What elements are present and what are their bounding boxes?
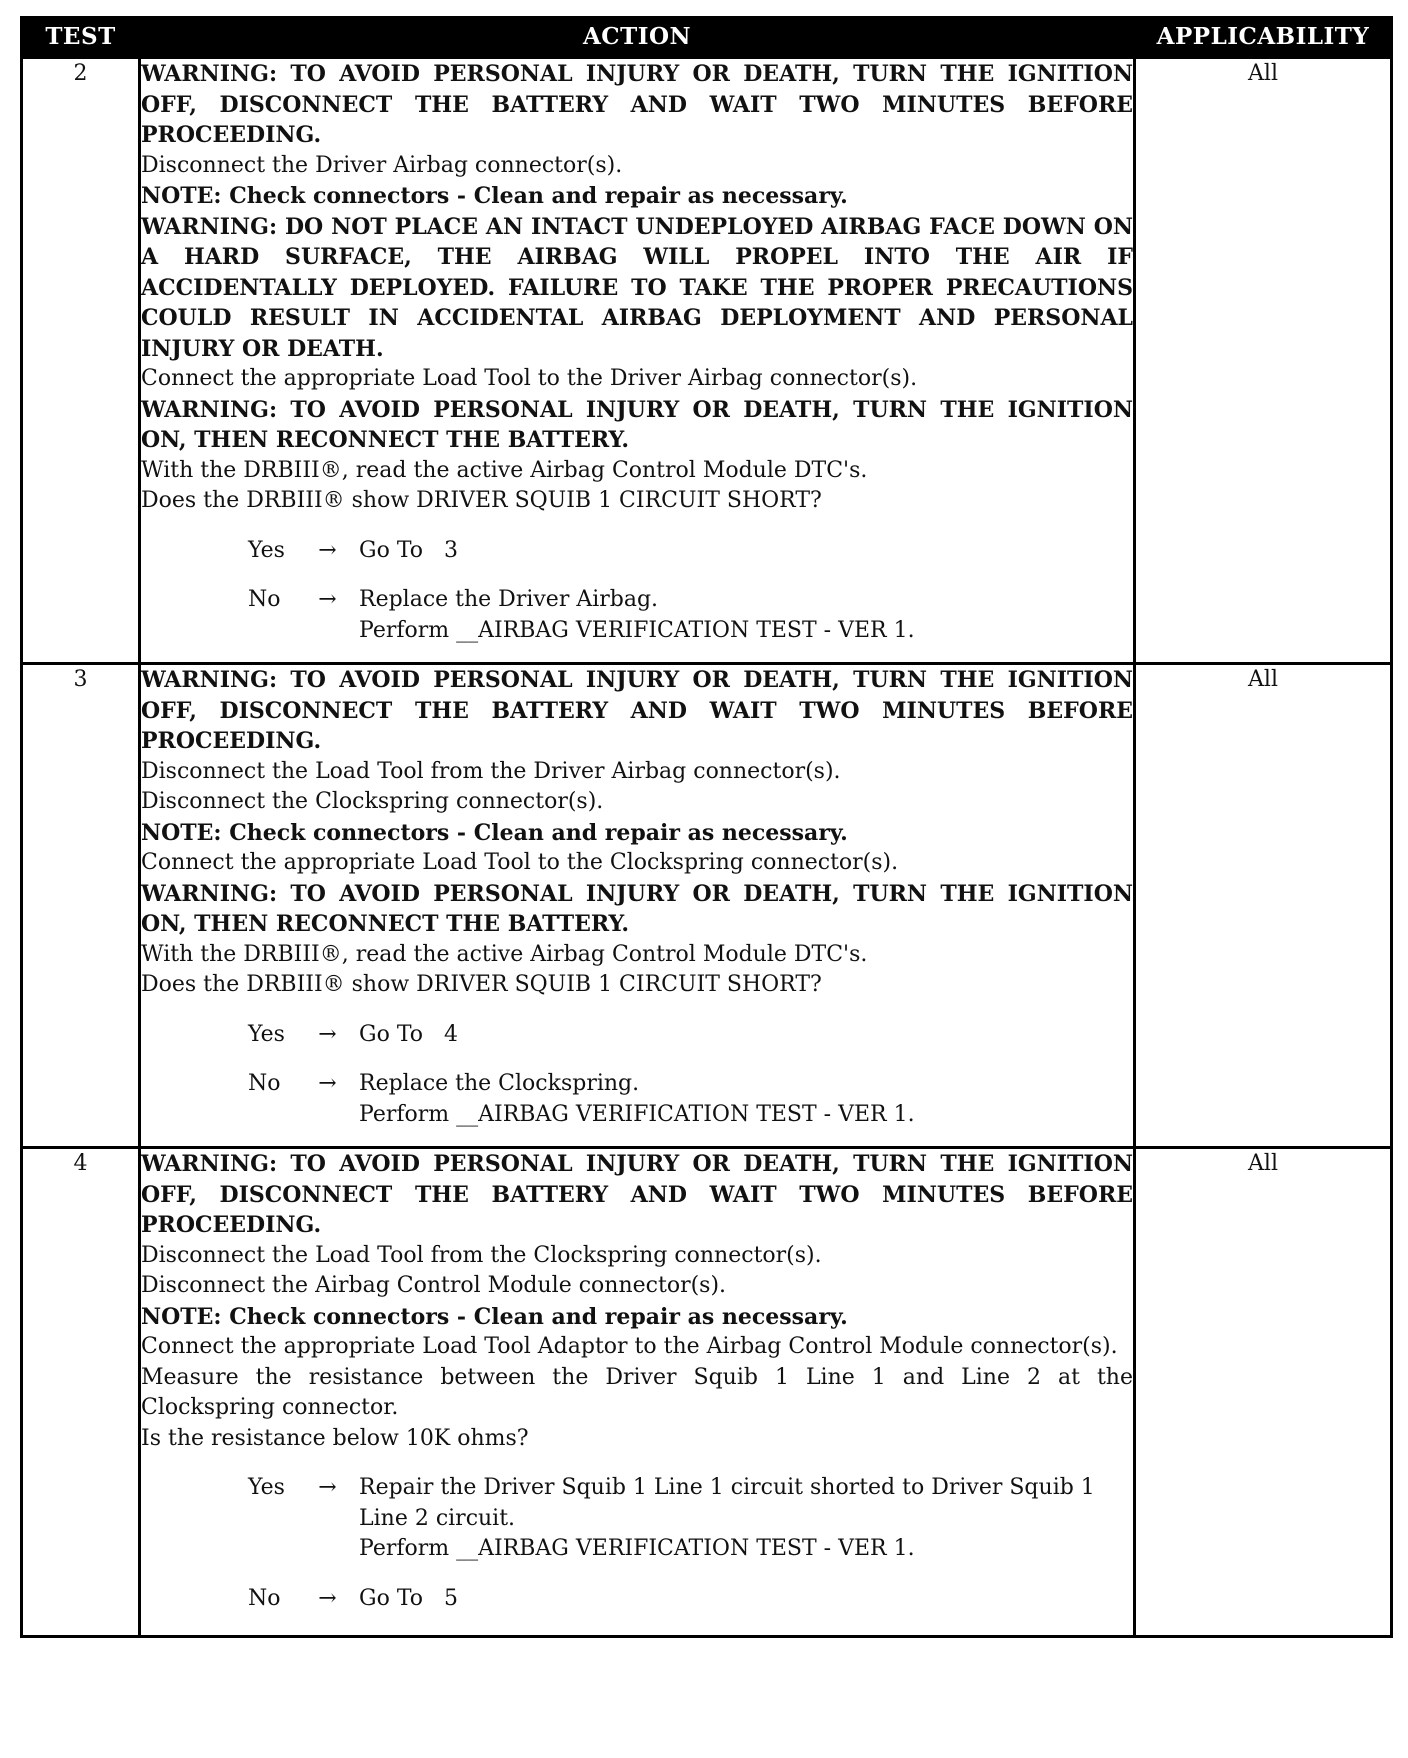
applicability-value: All [1135, 1148, 1392, 1637]
answer-instructions [359, 585, 1133, 646]
answer-instruction-line: Replace the Driver Airbag. [359, 587, 659, 612]
table-header-row [22, 18, 1392, 58]
column-header-test: TEST [22, 18, 140, 58]
answer-label: No [248, 1585, 281, 1611]
warning-text: WARNING: TO AVOID PERSONAL INJURY OR DEATH, TURN THE IGNITION OFF, DISCONNECT THE BATTERY AND WAIT TWO MINUTES BEFORE PROCEEDING. [141, 61, 1133, 148]
warning-text: WARNING: TO AVOID PERSONAL INJURY OR DEATH, TURN THE IGNITION OFF, DISCONNECT THE BATTERY AND WAIT TWO MINUTES BEFORE PROCEEDING. [141, 667, 1133, 754]
instruction-text: Does the DRBIII® show DRIVER SQUIB 1 CIRCUIT SHORT? [141, 488, 822, 513]
answer-label: No [248, 1071, 281, 1096]
instruction-text: Disconnect the Load Tool from the Driver Airbag connector(s). [141, 758, 841, 784]
instruction-text: With the DRBIII®, read the active Airbag Control Module DTC's. [141, 941, 868, 967]
note-text: NOTE: Check connectors - Clean and repair as necessary. [141, 819, 848, 846]
answer-instruction-line: Go To 5 [359, 1585, 458, 1611]
answer-no [141, 1069, 1133, 1130]
answer-instructions [359, 536, 1133, 567]
diagnostic-procedure-page [20, 16, 1390, 1638]
answer-no [141, 1584, 1133, 1615]
answer-yes [141, 536, 1133, 567]
warning-text: WARNING: TO AVOID PERSONAL INJURY OR DEATH, TURN THE IGNITION OFF, DISCONNECT THE BATTERY AND WAIT TWO MINUTES BEFORE PROCEEDING. [141, 1151, 1133, 1238]
answer-instructions [359, 1069, 1133, 1130]
right-arrow-icon: → [318, 537, 337, 563]
answer-no [141, 585, 1133, 646]
answer-label: Yes [248, 537, 285, 563]
answer-instruction-line: Go To 4 [359, 1021, 458, 1047]
answer-instructions [359, 1584, 1133, 1615]
warning-text: WARNING: DO NOT PLACE AN INTACT UNDEPLOYED AIRBAG FACE DOWN ON A HARD SURFACE, THE AIRBAG WILL PROPEL INTO THE AIR IF ACCIDENTALLY DEPLOYED. FAILURE TO TAKE THE PROPER PRECAUTIONS COULD RESULT IN ACCIDENTAL AIRBAG DEPLOYMENT AND PERSONAL INJURY OR DEATH. [141, 213, 1133, 362]
answer-label: No [248, 587, 281, 612]
answer-instruction-line: Go To 3 [359, 537, 458, 563]
table-row [22, 664, 1392, 1148]
instruction-text: Does the DRBIII® show DRIVER SQUIB 1 CIRCUIT SHORT? [141, 972, 822, 997]
table-row [22, 1148, 1392, 1637]
warning-text: WARNING: TO AVOID PERSONAL INJURY OR DEATH, TURN THE IGNITION ON, THEN RECONNECT THE BATTERY. [141, 880, 1133, 937]
instruction-text: Disconnect the Clockspring connector(s). [141, 789, 604, 814]
test-number: 3 [22, 664, 140, 1148]
instruction-text: Is the resistance below 10K ohms? [141, 1425, 529, 1451]
instruction-text: Measure the resistance between the Driver Squib 1 Line 1 and Line 2 at the Clockspring connector. [141, 1364, 1133, 1420]
action-cell [140, 1148, 1135, 1637]
answer-instruction-line: Perform __AIRBAG VERIFICATION TEST - VER 1. [359, 617, 915, 643]
action-cell [140, 58, 1135, 664]
answer-instructions [359, 1473, 1133, 1565]
warning-text: WARNING: TO AVOID PERSONAL INJURY OR DEATH, TURN THE IGNITION ON, THEN RECONNECT THE BATTERY. [141, 396, 1133, 453]
right-arrow-icon: → [318, 1071, 337, 1096]
right-arrow-icon: → [318, 1585, 337, 1611]
test-number: 4 [22, 1148, 140, 1637]
applicability-value: All [1135, 664, 1392, 1148]
test-number: 2 [22, 58, 140, 664]
answer-label: Yes [248, 1475, 285, 1500]
instruction-text: Connect the appropriate Load Tool to the Clockspring connector(s). [141, 850, 899, 875]
instruction-text: Disconnect the Driver Airbag connector(s). [141, 152, 623, 178]
column-header-applicability: APPLICABILITY [1135, 18, 1392, 58]
applicability-value: All [1135, 58, 1392, 664]
answer-instruction-line: Perform __AIRBAG VERIFICATION TEST - VER 1. [359, 1101, 915, 1127]
right-arrow-icon: → [318, 587, 337, 612]
note-text: NOTE: Check connectors - Clean and repair as necessary. [141, 1303, 848, 1330]
answer-label: Yes [248, 1021, 285, 1047]
instruction-text: With the DRBIII®, read the active Airbag Control Module DTC's. [141, 457, 868, 483]
table-row [22, 58, 1392, 664]
answer-instruction-line: Repair the Driver Squib 1 Line 1 circuit shorted to Driver Squib 1 Line 2 circuit. [359, 1475, 1102, 1531]
right-arrow-icon: → [318, 1475, 337, 1500]
instruction-text: Connect the appropriate Load Tool to the Driver Airbag connector(s). [141, 366, 918, 391]
answer-yes [141, 1020, 1133, 1051]
right-arrow-icon: → [318, 1021, 337, 1047]
column-header-action: ACTION [140, 18, 1135, 58]
diagnostic-test-table [20, 16, 1393, 1638]
instruction-text: Connect the appropriate Load Tool Adaptor to the Airbag Control Module connector(s). [141, 1334, 1118, 1359]
answer-block [141, 536, 1133, 647]
answer-yes [141, 1473, 1133, 1565]
action-cell [140, 664, 1135, 1148]
answer-instruction-line: Replace the Clockspring. [359, 1071, 640, 1096]
answer-block [141, 1473, 1133, 1614]
note-text: NOTE: Check connectors - Clean and repair as necessary. [141, 183, 848, 209]
answer-block [141, 1020, 1133, 1131]
answer-instructions [359, 1020, 1133, 1051]
answer-instruction-line: Perform __AIRBAG VERIFICATION TEST - VER 1. [359, 1536, 915, 1561]
instruction-text: Disconnect the Load Tool from the Clockspring connector(s). [141, 1242, 822, 1268]
instruction-text: Disconnect the Airbag Control Module connector(s). [141, 1273, 727, 1298]
